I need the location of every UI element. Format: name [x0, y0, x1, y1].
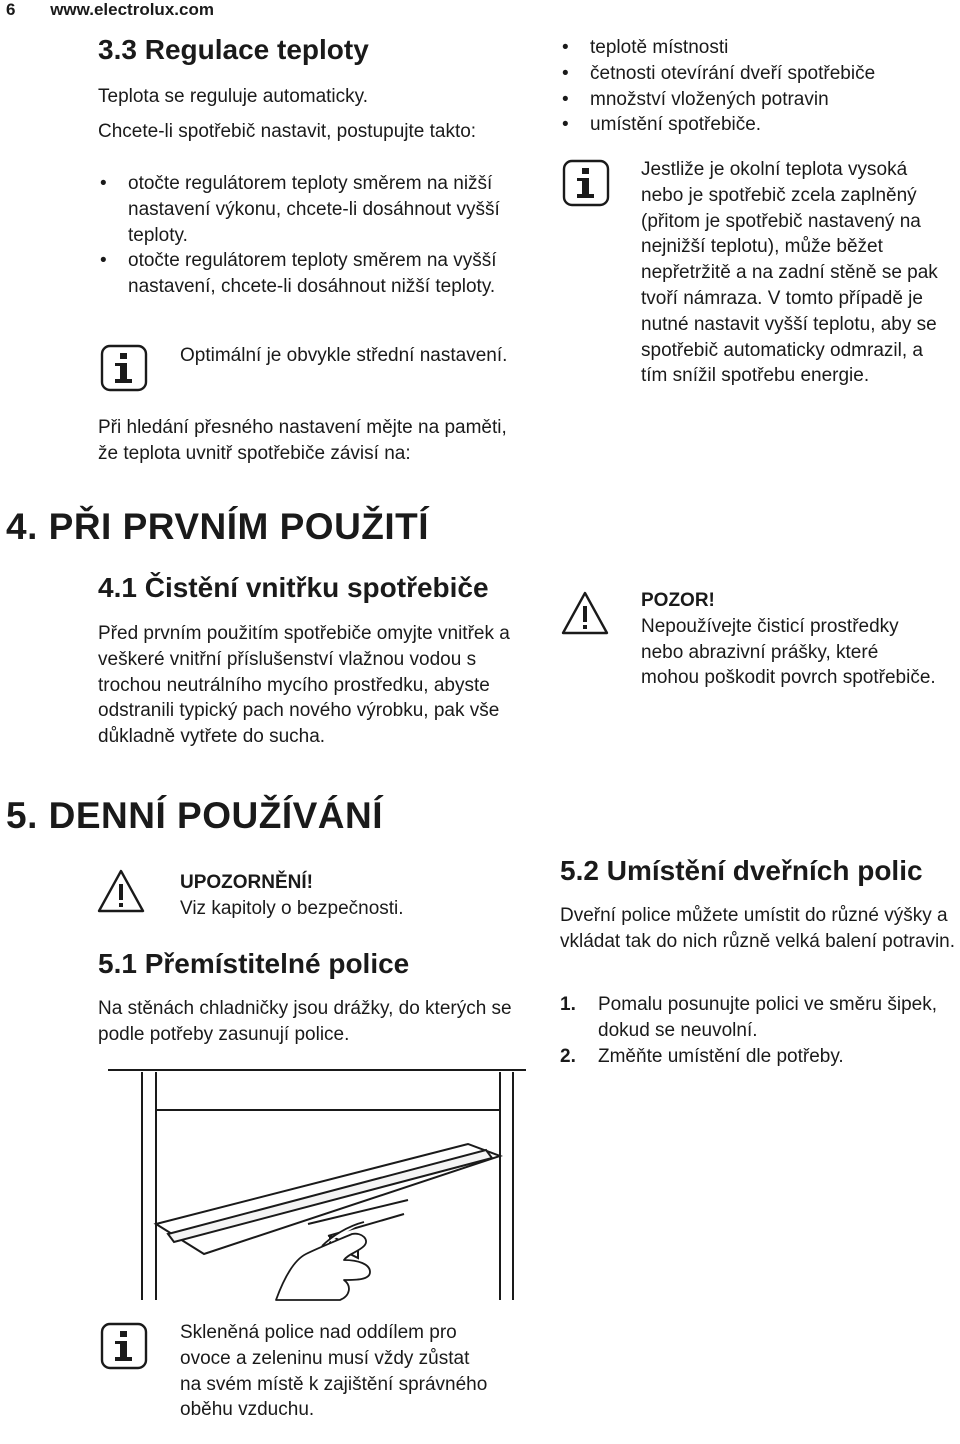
warning-note [180, 870, 520, 922]
temp-bullets [98, 171, 528, 300]
temperature-factors [560, 35, 950, 138]
list-item: • otočte regulátorem teploty směrem na nižší nastavení výkonu, chcete-li dosáhnout vyšší teploty. [98, 171, 528, 248]
info-note-optimal: Optimální je obvykle střední nastavení. [180, 345, 508, 366]
page-header [6, 0, 214, 20]
info-icon [562, 159, 610, 207]
section-5-1-heading: 5.1 Přemístitelné police [98, 948, 410, 979]
list-item: • umístění spotřebiče. [560, 112, 950, 138]
temp-depends-text: Při hledání přesného nastavení mějte na paměti, že teplota uvnitř spotřebiče závisí na: [98, 417, 507, 464]
list-item: 2. Změňte umístění dle potřeby. [560, 1045, 844, 1067]
page-number: 6 [6, 0, 16, 19]
warning-icon [96, 868, 146, 914]
info-icon [100, 1322, 148, 1370]
caution-title: POZOR! [641, 590, 715, 611]
warning-text: Viz kapitoly o bezpečnosti. [180, 897, 404, 919]
warning-icon [560, 590, 610, 636]
list-item: 1. Pomalu posunujte polici ve směru šipek, dokud se neuvolní. [560, 994, 938, 1041]
section-3-3-heading: 3.3 Regulace teploty [98, 34, 369, 65]
cleaning-text: Před prvním použitím spotřebiče omyjte vnitřek a veškeré vnitřní příslušenství vlažnou vodou s trochou neutrálního mycího prostředku, abyste odstranili typický pach nového výrobku, pak vše důkladně vytřete do sucha. [98, 623, 510, 748]
list-item: • teplotě místnosti [560, 35, 950, 61]
door-shelves-text: Dveřní police můžete umístit do různé výšky a vkládat tak do nich různě velká balení potravin. [560, 905, 956, 952]
warning-title: UPOZORNĚNÍ! [180, 872, 313, 893]
info-note-frost: Jestliže je okolní teplota vysoká nebo je spotřebič zcela zaplněný (přitom je spotřebič nastavený na nejnižší teplotu), může běžet nepřetržitě a na zadní stěně se pak tvoří námraza. V tomto případě je nutné nastavit vyšší teplotu, aby se spotřebič automaticky odmrazil, a tím snížil spotřebu energie. [641, 159, 938, 387]
section-4-heading: 4. PŘI PRVNÍM POUŽITÍ [6, 506, 430, 547]
info-note-glass-shelf: Skleněná police nad oddílem pro ovoce a zeleninu musí vždy zůstat na svém místě k zajištění správného oběhu vzduchu. [180, 1322, 488, 1421]
shelf-illustration [108, 1064, 528, 1302]
list-item: • množství vložených potravin [560, 87, 950, 113]
section-5-2-heading: 5.2 Umístění dveřních polic [560, 855, 923, 886]
list-item: • četnosti otevírání dveří spotřebiče [560, 61, 950, 87]
list-item: • otočte regulátorem teploty směrem na vyšší nastavení, chcete-li dosáhnout nižší teploty. [98, 248, 528, 300]
section-5-heading: 5. DENNÍ POUŽÍVÁNÍ [6, 795, 383, 836]
door-shelf-steps [560, 992, 940, 1069]
section-4-1-heading: 4.1 Čistění vnitřku spotřebiče [98, 572, 489, 603]
shelves-text: Na stěnách chladničky jsou drážky, do kterých se podle potřeby zasunují police. [98, 998, 512, 1045]
site-url: www.electrolux.com [50, 0, 214, 19]
temp-intro: Teplota se reguluje automaticky. [98, 86, 369, 107]
info-icon [100, 344, 148, 392]
caution-note [641, 588, 941, 691]
temp-instructions: Chcete-li spotřebič nastavit, postupujte takto: [98, 121, 477, 142]
caution-text: Nepoužívejte čisticí prostředky nebo abrazivní prášky, které mohou poškodit povrch spotřebiče. [641, 615, 936, 689]
